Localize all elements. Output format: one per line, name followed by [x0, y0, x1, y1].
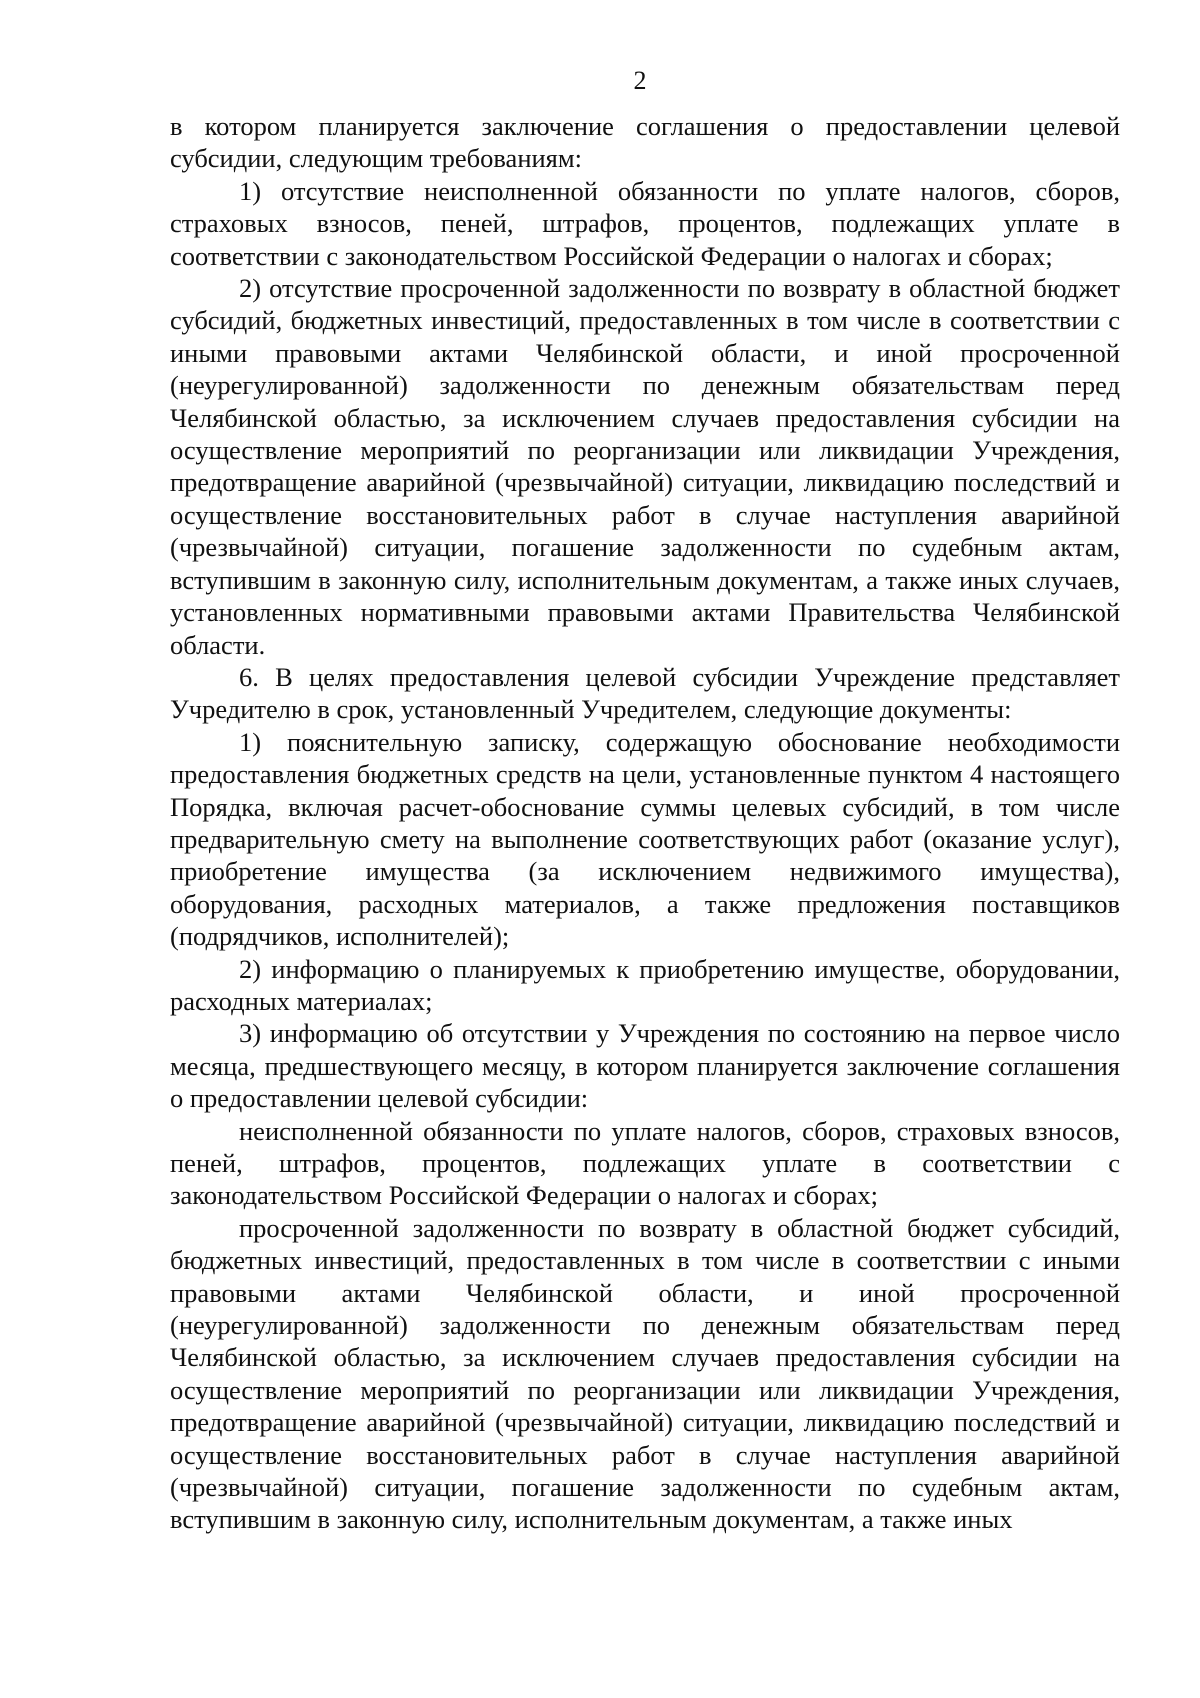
paragraph-requirement-2: 2) отсутствие просроченной задолженности по возврату в областной бюджет субсидий, бюджетных инвестиций, предоставленных в том числе в соответствии с иными правовыми актами Челябинской области, и иной просроченной (неурегулированной) задолженности по денежным обязательствам перед Челябинской областью, за исключением случаев предоставления субсидии на осуществление мероприятий по реорганизации или ликвидации Учреждения, предотвращение аварийной (чрезвычайной) ситуации, ликвидацию последствий и осуществление восстановительных работ в случае наступления аварийной (чрезвычайной) ситуации, погашение задолженности по судебным актам, вступившим в законную силу, исполнительным документам, а также иных случаев, установленных нормативными правовыми актами Правительства Челябинской области. [170, 273, 1120, 660]
paragraph-document-3: 3) информацию об отсутствии у Учреждения по состоянию на первое число месяца, предшествующего месяцу, в котором планируется заключение соглашения о предоставлении целевой субсидии: [170, 1018, 1120, 1114]
document-body [170, 110, 1120, 1536]
paragraph-continuation: в котором планируется заключение соглашения о предоставлении целевой субсидии, следующим требованиям: [170, 111, 1120, 174]
paragraph-document-2: 2) информацию о планируемых к приобретению имуществе, оборудовании, расходных материалах; [170, 953, 1120, 1016]
paragraph-requirement-1: 1) отсутствие неисполненной обязанности по уплате налогов, сборов, страховых взносов, пеней, штрафов, процентов, подлежащих уплате в соответствии с законодательством Российской Федерации о налогах и сборах; [170, 175, 1120, 271]
page-number: 2 [633, 66, 647, 95]
paragraph-unfulfilled-obligation: неисполненной обязанности по уплате налогов, сборов, страховых взносов, пеней, штрафов, процентов, подлежащих уплате в соответствии с законодательством Российской Федерации о налогах и сборах; [170, 1115, 1120, 1211]
paragraph-document-1: 1) пояснительную записку, содержащую обоснование необходимости предоставления бюджетных средств на цели, установленные пунктом 4 настоящего Порядка, включая расчет-обоснование суммы целевых субсидий, в том числе предварительную смету на выполнение соответствующих работ (оказание услуг), приобретение имущества (за исключением недвижимого имущества), оборудования, расходных материалов, а также предложения поставщиков (подрядчиков, исполнителей); [170, 726, 1120, 952]
paragraph-item-6: 6. В целях предоставления целевой субсидии Учреждение представляет Учредителю в срок, установленный Учредителем, следующие документы: [170, 661, 1120, 725]
paragraph-overdue-debt: просроченной задолженности по возврату в областной бюджет субсидий, бюджетных инвестиций, предоставленных в том числе в соответствии с иными правовыми актами Челябинской области, и иной просроченной (неурегулированной) задолженности по денежным обязательствам перед Челябинской областью, за исключением случаев предоставления субсидии на осуществление мероприятий по реорганизации или ликвидации Учреждения, предотвращение аварийной (чрезвычайной) ситуации, ликвидацию последствий и осуществление восстановительных работ в случае наступления аварийной (чрезвычайной) ситуации, погашение задолженности по судебным актам, вступившим в законную силу, исполнительным документам, а также иных [170, 1212, 1120, 1535]
